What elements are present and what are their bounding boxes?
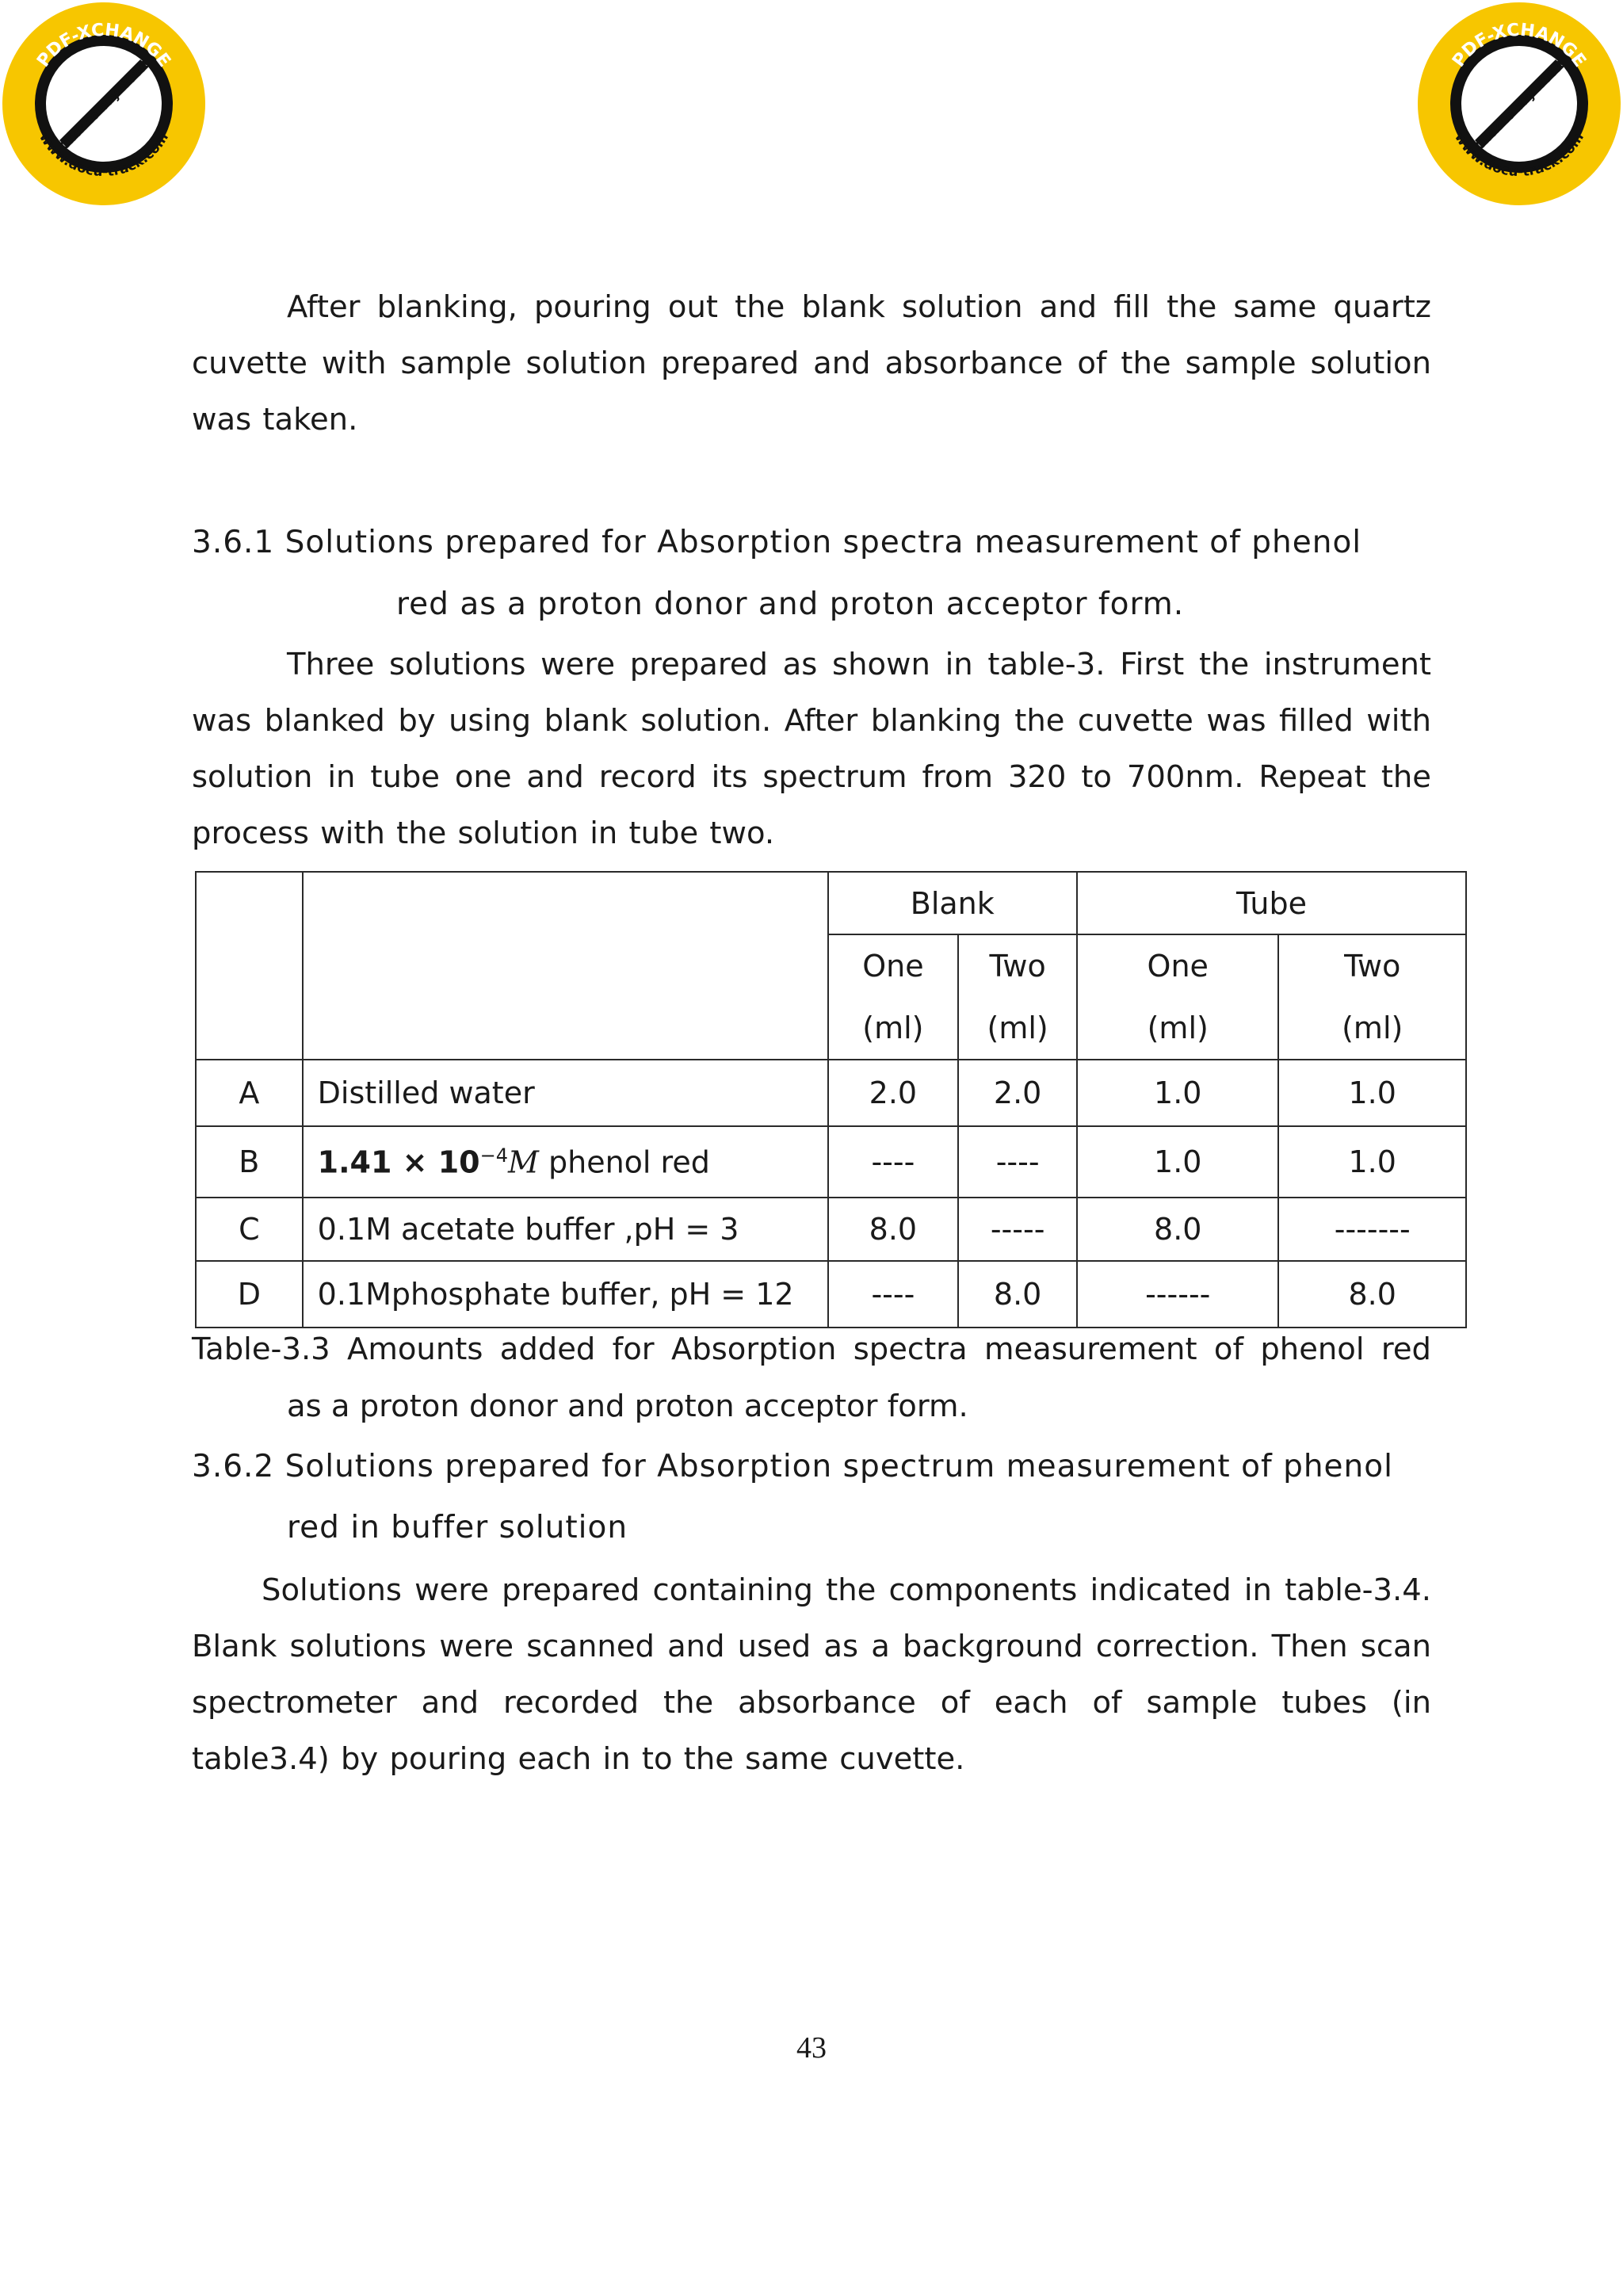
row-id: C [196, 1198, 303, 1261]
row-id: D [196, 1261, 303, 1328]
pdf-xchange-badge-right[interactable] [1415, 0, 1623, 208]
cell-value: 1.0 [1077, 1126, 1278, 1198]
table-row [196, 1060, 1466, 1126]
table-caption-cont: as a proton donor and proton acceptor form. [287, 1389, 968, 1424]
table-row [196, 1261, 1466, 1328]
cell-value: ---- [828, 1126, 959, 1198]
cell-value: 8.0 [828, 1198, 959, 1261]
cell-value: ------- [1278, 1198, 1466, 1261]
page-number: 43 [796, 2031, 827, 2065]
blank-group-header: Blank [828, 872, 1077, 934]
row-id: A [196, 1060, 303, 1126]
badge-brand-text: PDF-XCHANGE [1449, 20, 1590, 71]
amounts-table [195, 871, 1467, 1328]
blank-one-header: One (ml) [828, 934, 959, 1060]
cell-value: 8.0 [1278, 1261, 1466, 1328]
table-corner-cell [196, 872, 303, 1060]
row-label: $1.41 \times 10^{-4}M$ phenol red [303, 1126, 828, 1198]
blank-two-header: Two (ml) [958, 934, 1077, 1060]
row-label: 0.1Mphosphate buffer, pH = 12 [303, 1261, 828, 1328]
table-corner-cell [303, 872, 828, 1060]
cell-value: 2.0 [958, 1060, 1077, 1126]
table-row [196, 1126, 1466, 1198]
intro-paragraph: After blanking, pouring out the blank solution and fill the same quartz cuvette with sample solution prepared and absorbance of the sample solution was taken. [192, 289, 1431, 437]
cell-value: ---- [958, 1126, 1077, 1198]
cell-value: ---- [828, 1261, 959, 1328]
cell-value: ----- [958, 1198, 1077, 1261]
cell-value: 1.0 [1278, 1060, 1466, 1126]
cell-value: ------ [1077, 1261, 1278, 1328]
badge-brand-text: PDF-XCHANGE [33, 20, 174, 71]
row-label: 0.1M acetate buffer ,pH = 3 [303, 1198, 828, 1261]
cell-value: 8.0 [958, 1261, 1077, 1328]
table-row [196, 1198, 1466, 1261]
section-3-6-2-paragraph: Solutions were prepared containing the components indicated in table-3.4. Blank solutions were scanned and used as a background correction. Then scan spectrometer and recorded the absorbance of each of sample tubes (in table3.4) by pouring each in to the same cuvette. [192, 1572, 1431, 1777]
row-label: Distilled water [303, 1060, 828, 1126]
badge-url-text: www.docu-track.com [1451, 129, 1587, 181]
section-3-6-2-heading: 3.6.2 Solutions prepared for Absorption spectrum measurement of phenol [192, 1449, 1393, 1484]
section-3-6-2-heading-cont: red in buffer solution [287, 1510, 628, 1545]
badge-cta-text: Click to buy NOW! [56, 56, 153, 153]
cell-value: 1.0 [1077, 1060, 1278, 1126]
cell-value: 8.0 [1077, 1198, 1278, 1261]
badge-url-text: www.docu-track.com [36, 129, 172, 181]
cell-value: 1.0 [1278, 1126, 1466, 1198]
table-caption: Table-3.3 Amounts added for Absorption spectra measurement of phenol red [192, 1331, 1431, 1367]
cell-value: 2.0 [828, 1060, 959, 1126]
tube-group-header: Tube [1077, 872, 1466, 934]
tube-one-header: One (ml) [1077, 934, 1278, 1060]
row-id: B [196, 1126, 303, 1198]
section-3-6-1-heading: 3.6.1 Solutions prepared for Absorption spectra measurement of phenol [192, 525, 1362, 560]
pdf-xchange-badge-left[interactable] [0, 0, 208, 208]
tube-two-header: Two (ml) [1278, 934, 1466, 1060]
section-3-6-1-paragraph: Three solutions were prepared as shown in table-3. First the instrument was blanked by using blank solution. After blanking the cuvette was filled with solution in tube one and record its spectrum from 320 to 700nm. Repeat the process with the solution in tube two. [192, 647, 1431, 851]
badge-cta-text: Click to buy NOW! [1472, 56, 1568, 153]
section-3-6-1-heading-cont: red as a proton donor and proton acceptor form. [396, 586, 1185, 622]
